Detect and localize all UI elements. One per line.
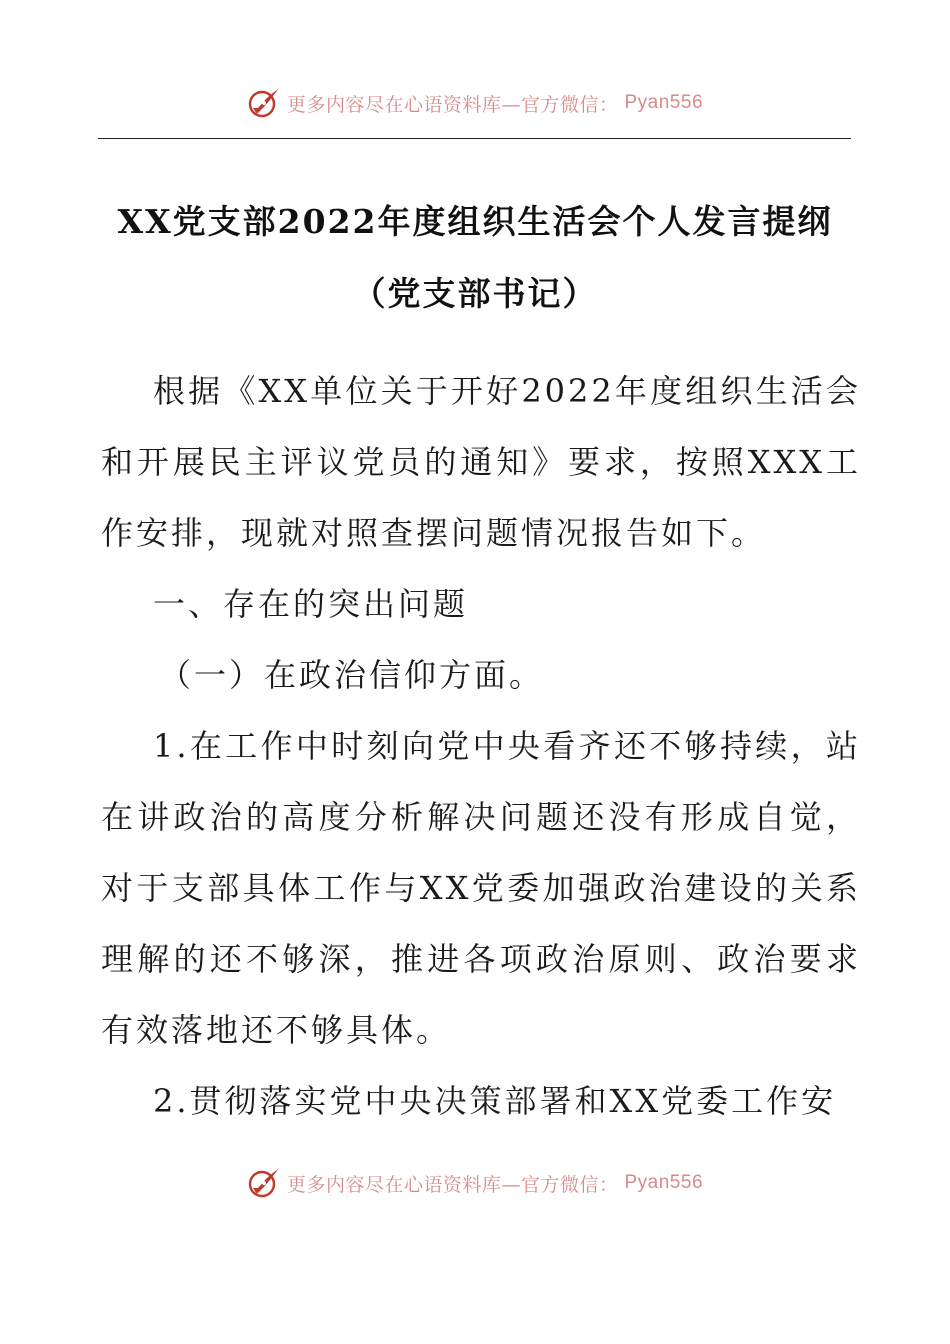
header-banner-text: 更多内容尽在心语资料库—官方微信： [286, 93, 619, 116]
quill-pen-logo-icon [247, 86, 281, 120]
intro-paragraph: 根据《XX单位关于开好2022年度组织生活会和开展民主评议党员的通知》要求，按照XXX工作安排，现就对照查摆问题情况报告如下。 [101, 372, 861, 552]
section-heading: 一、存在的突出问题 [153, 585, 469, 623]
header-banner-wechat-id: Pyan556 [624, 92, 704, 113]
quill-pen-logo-icon [247, 1166, 281, 1200]
subsection-heading: （一）在政治信仰方面。 [159, 656, 545, 694]
list-item-1: 1.在工作中时刻向党中央看齐还不够持续，站在讲政治的高度分析解决问题还没有形成自觉，对于支部具体工作与XX党委加强政治建设的关系理解的还不够深，推进各项政治原则、政治要求有效落地还不够具体。 [101, 727, 861, 1049]
footer-banner [0, 1163, 950, 1203]
footer-banner-wechat-id: Pyan556 [624, 1172, 704, 1193]
document-title: XX党支部2022年度组织生活会个人发言提纲 [117, 202, 833, 241]
header-divider [98, 138, 851, 139]
document-body [101, 356, 861, 1137]
document-subtitle: （党支部书记） [352, 274, 598, 313]
list-item-2: 2.贯彻落实党中央决策部署和XX党委工作安 [153, 1082, 837, 1120]
header-banner [0, 83, 950, 123]
footer-banner-text: 更多内容尽在心语资料库—官方微信： [286, 1173, 619, 1196]
